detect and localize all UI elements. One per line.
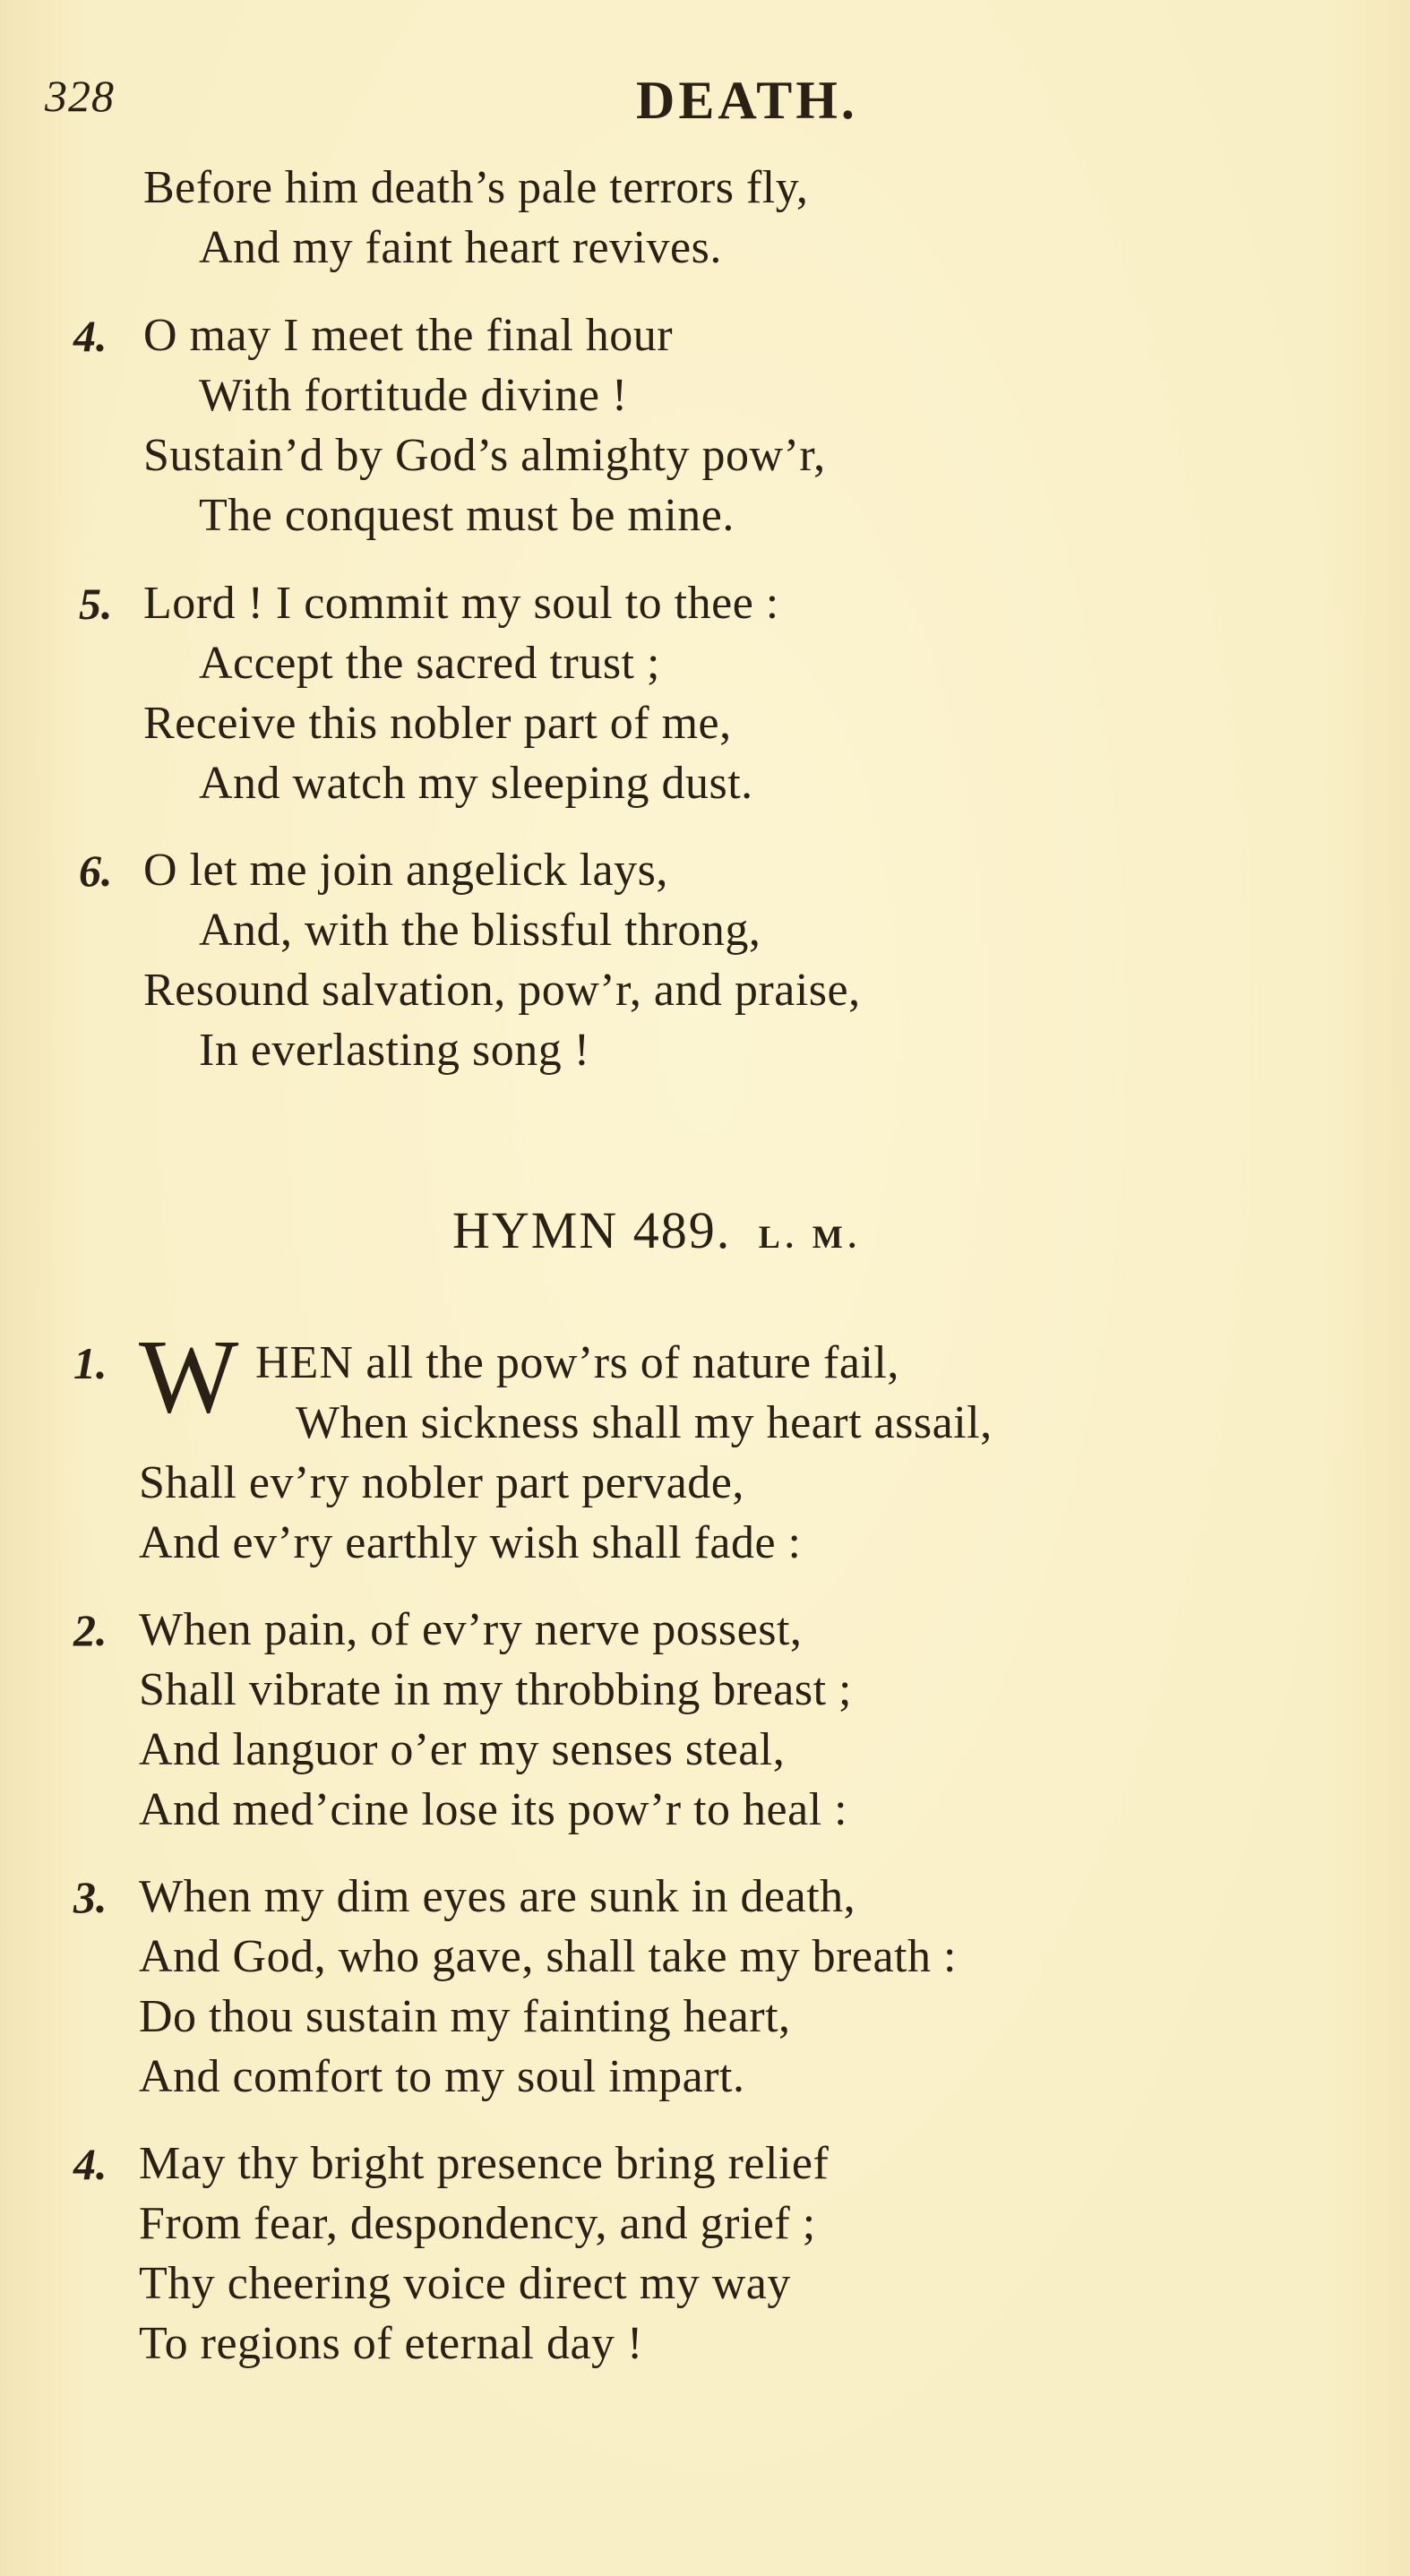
stanza-number: 2. [73,1605,107,1655]
verse-line: Sustain’d by God’s almighty pow’r, [143,430,826,481]
verse-line: Shall vibrate in my throbbing breast ; [139,1664,852,1715]
running-head [45,70,1344,142]
verse-line: From fear, despondency, and grief ; [139,2198,816,2249]
continuation-line: And my faint heart revives. [199,222,722,273]
verse-line: The conquest must be mine. [199,490,735,541]
verse-line: And languor o’er my senses steal, [139,1724,786,1775]
verse-line: Receive this nobler part of me, [143,698,732,749]
running-title: DEATH. [636,71,858,130]
verse-line: And ev’ry earthly wish shall fade : [139,1517,802,1568]
verse-line: And God, who gave, shall take my breath : [139,1931,957,1982]
verse-line: When sickness shall my heart assail, [296,1397,993,1448]
verse-line: O may I meet the final hour [143,310,674,361]
verse-line: Do thou sustain my fainting heart, [139,1991,791,2042]
verse-line: When pain, of ev’ry nerve possest, [139,1604,803,1655]
verse-line: Thy cheering voice direct my way [139,2258,791,2309]
first-line-text: all the pow’rs of nature fail, [365,1337,899,1388]
first-word-caps: HEN [255,1337,354,1388]
drop-cap: W [139,1318,237,1435]
page-number: 328 [45,71,115,121]
verse-line: And comfort to my soul impart. [139,2051,745,2102]
continuation-line: Before him death’s pale terrors fly, [143,162,809,213]
hymn-heading [452,1200,862,1260]
verse-line: O let me join angelick lays, [143,845,668,896]
verse-line: Shall ev’ry nobler part pervade, [139,1457,744,1508]
verse-line: Resound salvation, pow’r, and praise, [143,965,861,1016]
hymn-title: HYMN 489. [452,1201,732,1259]
stanza-number: 4. [73,311,107,361]
verse-line: In everlasting song ! [199,1025,590,1076]
stanza-number: 1. [73,1338,107,1388]
verse-line: With fortitude divine ! [199,370,628,421]
hymn-meter: L. M. [758,1219,862,1255]
stanza-number: 4. [73,2139,107,2189]
verse-line: To regions of eternal day ! [139,2318,643,2369]
verse-line: And, with the blissful throng, [199,905,761,956]
stanza-number: 5. [79,579,113,629]
verse-line: When my dim eyes are sunk in death, [139,1871,856,1922]
verse-line: Lord ! I commit my soul to thee : [143,578,779,629]
verse-line: And med’cine lose its pow’r to heal : [139,1784,848,1835]
verse-line: Accept the sacred trust ; [199,638,660,689]
verse-line [255,1335,899,1392]
stanza-number: 3. [73,1872,107,1922]
verse-line: And watch my sleeping dust. [199,758,753,809]
stanza-number: 6. [79,846,113,896]
verse-line: May thy bright presence bring relief [139,2138,830,2189]
